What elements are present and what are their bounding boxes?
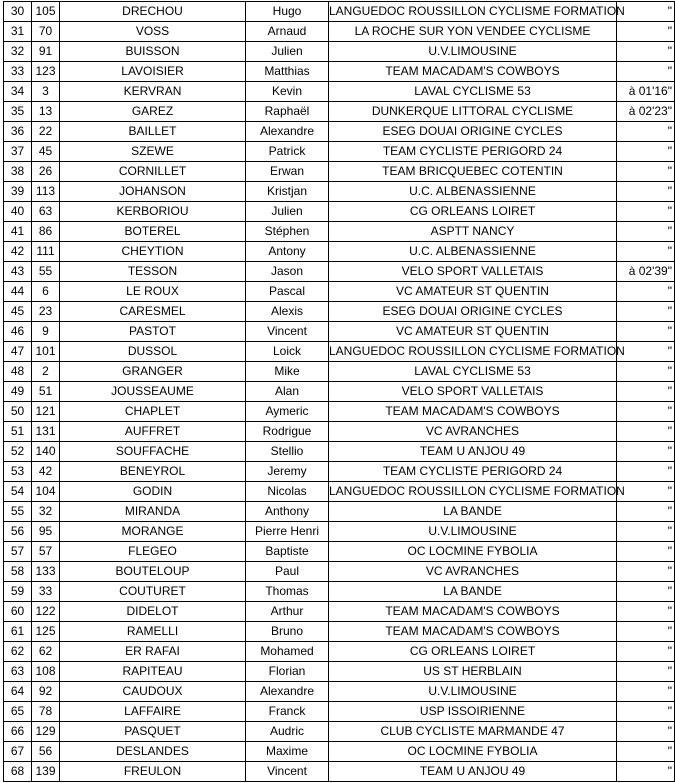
team-cell: VELO SPORT VALLETAIS (329, 262, 617, 282)
team-cell: OC LOCMINE FYBOLIA (329, 542, 617, 562)
last-name-cell: BENEYROL (60, 462, 246, 482)
team-cell: U.C. ALBENASSIENNE (329, 182, 617, 202)
team-cell: U.C. ALBENASSIENNE (329, 242, 617, 262)
last-name-cell: DRECHOU (60, 2, 246, 22)
table-row (4, 362, 675, 382)
rank-cell: 38 (4, 162, 32, 182)
table-row (4, 122, 675, 142)
first-name-cell: Mike (246, 362, 329, 382)
first-name-cell: Arthur (246, 602, 329, 622)
last-name-cell: RAPITEAU (60, 662, 246, 682)
first-name-cell: Nicolas (246, 482, 329, 502)
first-name-cell: Arnaud (246, 22, 329, 42)
first-name-cell: Erwan (246, 162, 329, 182)
bib-number-cell: 101 (32, 342, 60, 362)
table-row (4, 522, 675, 542)
last-name-cell: DUSSOL (60, 342, 246, 362)
bib-number-cell: 123 (32, 62, 60, 82)
bib-number-cell: 86 (32, 222, 60, 242)
time-gap-cell: à 02'39" (617, 262, 675, 282)
time-gap-cell: " (617, 422, 675, 442)
bib-number-cell: 129 (32, 722, 60, 742)
table-row (4, 462, 675, 482)
last-name-cell: TESSON (60, 262, 246, 282)
time-gap-cell: " (617, 242, 675, 262)
last-name-cell: LAVOISIER (60, 62, 246, 82)
team-cell: TEAM CYCLISTE PERIGORD 24 (329, 142, 617, 162)
bib-number-cell: 3 (32, 82, 60, 102)
first-name-cell: Hugo (246, 2, 329, 22)
rank-cell: 54 (4, 482, 32, 502)
table-row (4, 82, 675, 102)
team-cell: CG ORLEANS LOIRET (329, 642, 617, 662)
rank-cell: 58 (4, 562, 32, 582)
first-name-cell: Jeremy (246, 462, 329, 482)
table-row (4, 422, 675, 442)
table-row (4, 762, 675, 782)
table-row (4, 102, 675, 122)
last-name-cell: AUFFRET (60, 422, 246, 442)
bib-number-cell: 133 (32, 562, 60, 582)
bib-number-cell: 139 (32, 762, 60, 782)
time-gap-cell: " (617, 382, 675, 402)
table-row (4, 182, 675, 202)
bib-number-cell: 113 (32, 182, 60, 202)
time-gap-cell: " (617, 462, 675, 482)
results-table (3, 1, 675, 782)
table-row (4, 302, 675, 322)
team-cell: CLUB CYCLISTE MARMANDE 47 (329, 722, 617, 742)
time-gap-cell: " (617, 442, 675, 462)
table-row (4, 562, 675, 582)
first-name-cell: Vincent (246, 322, 329, 342)
last-name-cell: CARESMEL (60, 302, 246, 322)
table-row (4, 702, 675, 722)
table-row (4, 162, 675, 182)
team-cell: LANGUEDOC ROUSSILLON CYCLISME FORMATION (329, 482, 617, 502)
table-row (4, 402, 675, 422)
first-name-cell: Matthias (246, 62, 329, 82)
time-gap-cell: " (617, 202, 675, 222)
time-gap-cell: " (617, 2, 675, 22)
rank-cell: 30 (4, 2, 32, 22)
last-name-cell: SOUFFACHE (60, 442, 246, 462)
table-row (4, 542, 675, 562)
team-cell: ASPTT NANCY (329, 222, 617, 242)
team-cell: LA ROCHE SUR YON VENDEE CYCLISME (329, 22, 617, 42)
rank-cell: 46 (4, 322, 32, 342)
rank-cell: 41 (4, 222, 32, 242)
time-gap-cell: " (617, 542, 675, 562)
time-gap-cell: " (617, 522, 675, 542)
bib-number-cell: 57 (32, 542, 60, 562)
time-gap-cell: " (617, 342, 675, 362)
first-name-cell: Raphaël (246, 102, 329, 122)
bib-number-cell: 13 (32, 102, 60, 122)
table-row (4, 682, 675, 702)
bib-number-cell: 140 (32, 442, 60, 462)
first-name-cell: Alexandre (246, 682, 329, 702)
bib-number-cell: 22 (32, 122, 60, 142)
bib-number-cell: 104 (32, 482, 60, 502)
first-name-cell: Pascal (246, 282, 329, 302)
bib-number-cell: 122 (32, 602, 60, 622)
team-cell: VELO SPORT VALLETAIS (329, 382, 617, 402)
bib-number-cell: 6 (32, 282, 60, 302)
table-row (4, 242, 675, 262)
table-row (4, 642, 675, 662)
first-name-cell: Pierre Henri (246, 522, 329, 542)
last-name-cell: MIRANDA (60, 502, 246, 522)
first-name-cell: Julien (246, 202, 329, 222)
team-cell: LA BANDE (329, 502, 617, 522)
bib-number-cell: 32 (32, 502, 60, 522)
table-row (4, 142, 675, 162)
time-gap-cell: " (617, 322, 675, 342)
first-name-cell: Stellio (246, 442, 329, 462)
rank-cell: 61 (4, 622, 32, 642)
first-name-cell: Paul (246, 562, 329, 582)
last-name-cell: CORNILLET (60, 162, 246, 182)
first-name-cell: Loick (246, 342, 329, 362)
bib-number-cell: 2 (32, 362, 60, 382)
table-row (4, 722, 675, 742)
team-cell: LAVAL CYCLISME 53 (329, 82, 617, 102)
time-gap-cell: " (617, 162, 675, 182)
team-cell: USP ISSOIRIENNE (329, 702, 617, 722)
bib-number-cell: 70 (32, 22, 60, 42)
bib-number-cell: 105 (32, 2, 60, 22)
rank-cell: 40 (4, 202, 32, 222)
team-cell: VC AMATEUR ST QUENTIN (329, 322, 617, 342)
time-gap-cell: " (617, 702, 675, 722)
time-gap-cell: " (617, 302, 675, 322)
last-name-cell: FREULON (60, 762, 246, 782)
rank-cell: 49 (4, 382, 32, 402)
rank-cell: 31 (4, 22, 32, 42)
first-name-cell: Mohamed (246, 642, 329, 662)
team-cell: VC AMATEUR ST QUENTIN (329, 282, 617, 302)
first-name-cell: Bruno (246, 622, 329, 642)
bib-number-cell: 78 (32, 702, 60, 722)
first-name-cell: Franck (246, 702, 329, 722)
bib-number-cell: 26 (32, 162, 60, 182)
team-cell: LANGUEDOC ROUSSILLON CYCLISME FORMATION (329, 2, 617, 22)
team-cell: LAVAL CYCLISME 53 (329, 362, 617, 382)
last-name-cell: GAREZ (60, 102, 246, 122)
bib-number-cell: 91 (32, 42, 60, 62)
last-name-cell: KERBORIOU (60, 202, 246, 222)
team-cell: TEAM MACADAM'S COWBOYS (329, 402, 617, 422)
last-name-cell: SZEWE (60, 142, 246, 162)
first-name-cell: Baptiste (246, 542, 329, 562)
rank-cell: 60 (4, 602, 32, 622)
last-name-cell: LE ROUX (60, 282, 246, 302)
rank-cell: 52 (4, 442, 32, 462)
team-cell: VC AVRANCHES (329, 562, 617, 582)
rank-cell: 44 (4, 282, 32, 302)
first-name-cell: Aymeric (246, 402, 329, 422)
bib-number-cell: 45 (32, 142, 60, 162)
rank-cell: 39 (4, 182, 32, 202)
last-name-cell: BOTEREL (60, 222, 246, 242)
rank-cell: 57 (4, 542, 32, 562)
team-cell: TEAM MACADAM'S COWBOYS (329, 602, 617, 622)
results-table-body (4, 2, 675, 782)
last-name-cell: BUISSON (60, 42, 246, 62)
first-name-cell: Jason (246, 262, 329, 282)
time-gap-cell: " (617, 502, 675, 522)
time-gap-cell: " (617, 682, 675, 702)
time-gap-cell: " (617, 622, 675, 642)
rank-cell: 55 (4, 502, 32, 522)
last-name-cell: RAMELLI (60, 622, 246, 642)
rank-cell: 65 (4, 702, 32, 722)
table-row (4, 382, 675, 402)
last-name-cell: GRANGER (60, 362, 246, 382)
last-name-cell: JOHANSON (60, 182, 246, 202)
table-row (4, 602, 675, 622)
rank-cell: 32 (4, 42, 32, 62)
team-cell: TEAM CYCLISTE PERIGORD 24 (329, 462, 617, 482)
rank-cell: 56 (4, 522, 32, 542)
rank-cell: 62 (4, 642, 32, 662)
last-name-cell: CHEYTION (60, 242, 246, 262)
team-cell: ESEG DOUAI ORIGINE CYCLES (329, 302, 617, 322)
time-gap-cell: " (617, 582, 675, 602)
team-cell: LANGUEDOC ROUSSILLON CYCLISME FORMATION (329, 342, 617, 362)
team-cell: U.V.LIMOUSINE (329, 522, 617, 542)
team-cell: TEAM MACADAM'S COWBOYS (329, 622, 617, 642)
last-name-cell: DESLANDES (60, 742, 246, 762)
time-gap-cell: à 02'23" (617, 102, 675, 122)
table-row (4, 202, 675, 222)
bib-number-cell: 108 (32, 662, 60, 682)
bib-number-cell: 125 (32, 622, 60, 642)
bib-number-cell: 42 (32, 462, 60, 482)
table-row (4, 742, 675, 762)
rank-cell: 33 (4, 62, 32, 82)
rank-cell: 64 (4, 682, 32, 702)
time-gap-cell: " (617, 222, 675, 242)
table-row (4, 262, 675, 282)
first-name-cell: Vincent (246, 762, 329, 782)
team-cell: U.V.LIMOUSINE (329, 682, 617, 702)
last-name-cell: GODIN (60, 482, 246, 502)
table-row (4, 442, 675, 462)
first-name-cell: Rodrigue (246, 422, 329, 442)
time-gap-cell: " (617, 742, 675, 762)
rank-cell: 35 (4, 102, 32, 122)
bib-number-cell: 111 (32, 242, 60, 262)
team-cell: ESEG DOUAI ORIGINE CYCLES (329, 122, 617, 142)
rank-cell: 68 (4, 762, 32, 782)
time-gap-cell: " (617, 182, 675, 202)
table-row (4, 502, 675, 522)
last-name-cell: KERVRAN (60, 82, 246, 102)
first-name-cell: Alexis (246, 302, 329, 322)
first-name-cell: Anthony (246, 502, 329, 522)
team-cell: VC AVRANCHES (329, 422, 617, 442)
time-gap-cell: " (617, 642, 675, 662)
time-gap-cell: " (617, 62, 675, 82)
table-row (4, 282, 675, 302)
time-gap-cell: " (617, 722, 675, 742)
last-name-cell: DIDELOT (60, 602, 246, 622)
rank-cell: 48 (4, 362, 32, 382)
bib-number-cell: 121 (32, 402, 60, 422)
time-gap-cell: " (617, 562, 675, 582)
rank-cell: 47 (4, 342, 32, 362)
time-gap-cell: " (617, 602, 675, 622)
time-gap-cell: " (617, 122, 675, 142)
first-name-cell: Kevin (246, 82, 329, 102)
bib-number-cell: 95 (32, 522, 60, 542)
time-gap-cell: " (617, 402, 675, 422)
bib-number-cell: 51 (32, 382, 60, 402)
time-gap-cell: " (617, 362, 675, 382)
time-gap-cell: " (617, 762, 675, 782)
last-name-cell: CHAPLET (60, 402, 246, 422)
rank-cell: 34 (4, 82, 32, 102)
table-row (4, 42, 675, 62)
last-name-cell: FLEGEO (60, 542, 246, 562)
first-name-cell: Alexandre (246, 122, 329, 142)
bib-number-cell: 92 (32, 682, 60, 702)
bib-number-cell: 62 (32, 642, 60, 662)
rank-cell: 63 (4, 662, 32, 682)
team-cell: TEAM U ANJOU 49 (329, 762, 617, 782)
team-cell: U.V.LIMOUSINE (329, 42, 617, 62)
last-name-cell: JOUSSEAUME (60, 382, 246, 402)
team-cell: TEAM MACADAM'S COWBOYS (329, 62, 617, 82)
first-name-cell: Alan (246, 382, 329, 402)
table-row (4, 2, 675, 22)
rank-cell: 50 (4, 402, 32, 422)
table-row (4, 322, 675, 342)
first-name-cell: Audric (246, 722, 329, 742)
last-name-cell: BOUTELOUP (60, 562, 246, 582)
last-name-cell: CAUDOUX (60, 682, 246, 702)
table-row (4, 582, 675, 602)
first-name-cell: Julien (246, 42, 329, 62)
table-row (4, 482, 675, 502)
team-cell: TEAM BRICQUEBEC COTENTIN (329, 162, 617, 182)
bib-number-cell: 56 (32, 742, 60, 762)
rank-cell: 43 (4, 262, 32, 282)
team-cell: TEAM U ANJOU 49 (329, 442, 617, 462)
last-name-cell: VOSS (60, 22, 246, 42)
last-name-cell: PASTOT (60, 322, 246, 342)
table-row (4, 622, 675, 642)
rank-cell: 45 (4, 302, 32, 322)
time-gap-cell: " (617, 662, 675, 682)
team-cell: OC LOCMINE FYBOLIA (329, 742, 617, 762)
first-name-cell: Antony (246, 242, 329, 262)
last-name-cell: ER RAFAI (60, 642, 246, 662)
time-gap-cell: " (617, 142, 675, 162)
first-name-cell: Thomas (246, 582, 329, 602)
time-gap-cell: " (617, 42, 675, 62)
first-name-cell: Kristjan (246, 182, 329, 202)
table-row (4, 62, 675, 82)
rank-cell: 67 (4, 742, 32, 762)
team-cell: US ST HERBLAIN (329, 662, 617, 682)
time-gap-cell: à 01'16" (617, 82, 675, 102)
rank-cell: 36 (4, 122, 32, 142)
last-name-cell: BAILLET (60, 122, 246, 142)
rank-cell: 53 (4, 462, 32, 482)
rank-cell: 66 (4, 722, 32, 742)
table-row (4, 342, 675, 362)
first-name-cell: Patrick (246, 142, 329, 162)
last-name-cell: MORANGE (60, 522, 246, 542)
bib-number-cell: 131 (32, 422, 60, 442)
bib-number-cell: 23 (32, 302, 60, 322)
bib-number-cell: 63 (32, 202, 60, 222)
rank-cell: 51 (4, 422, 32, 442)
last-name-cell: PASQUET (60, 722, 246, 742)
rank-cell: 42 (4, 242, 32, 262)
first-name-cell: Stéphen (246, 222, 329, 242)
last-name-cell: LAFFAIRE (60, 702, 246, 722)
first-name-cell: Florian (246, 662, 329, 682)
time-gap-cell: " (617, 282, 675, 302)
last-name-cell: COUTURET (60, 582, 246, 602)
bib-number-cell: 33 (32, 582, 60, 602)
team-cell: CG ORLEANS LOIRET (329, 202, 617, 222)
table-row (4, 222, 675, 242)
bib-number-cell: 55 (32, 262, 60, 282)
rank-cell: 37 (4, 142, 32, 162)
rank-cell: 59 (4, 582, 32, 602)
time-gap-cell: " (617, 482, 675, 502)
team-cell: LA BANDE (329, 582, 617, 602)
table-row (4, 662, 675, 682)
table-row (4, 22, 675, 42)
time-gap-cell: " (617, 22, 675, 42)
bib-number-cell: 9 (32, 322, 60, 342)
team-cell: DUNKERQUE LITTORAL CYCLISME (329, 102, 617, 122)
first-name-cell: Maxime (246, 742, 329, 762)
